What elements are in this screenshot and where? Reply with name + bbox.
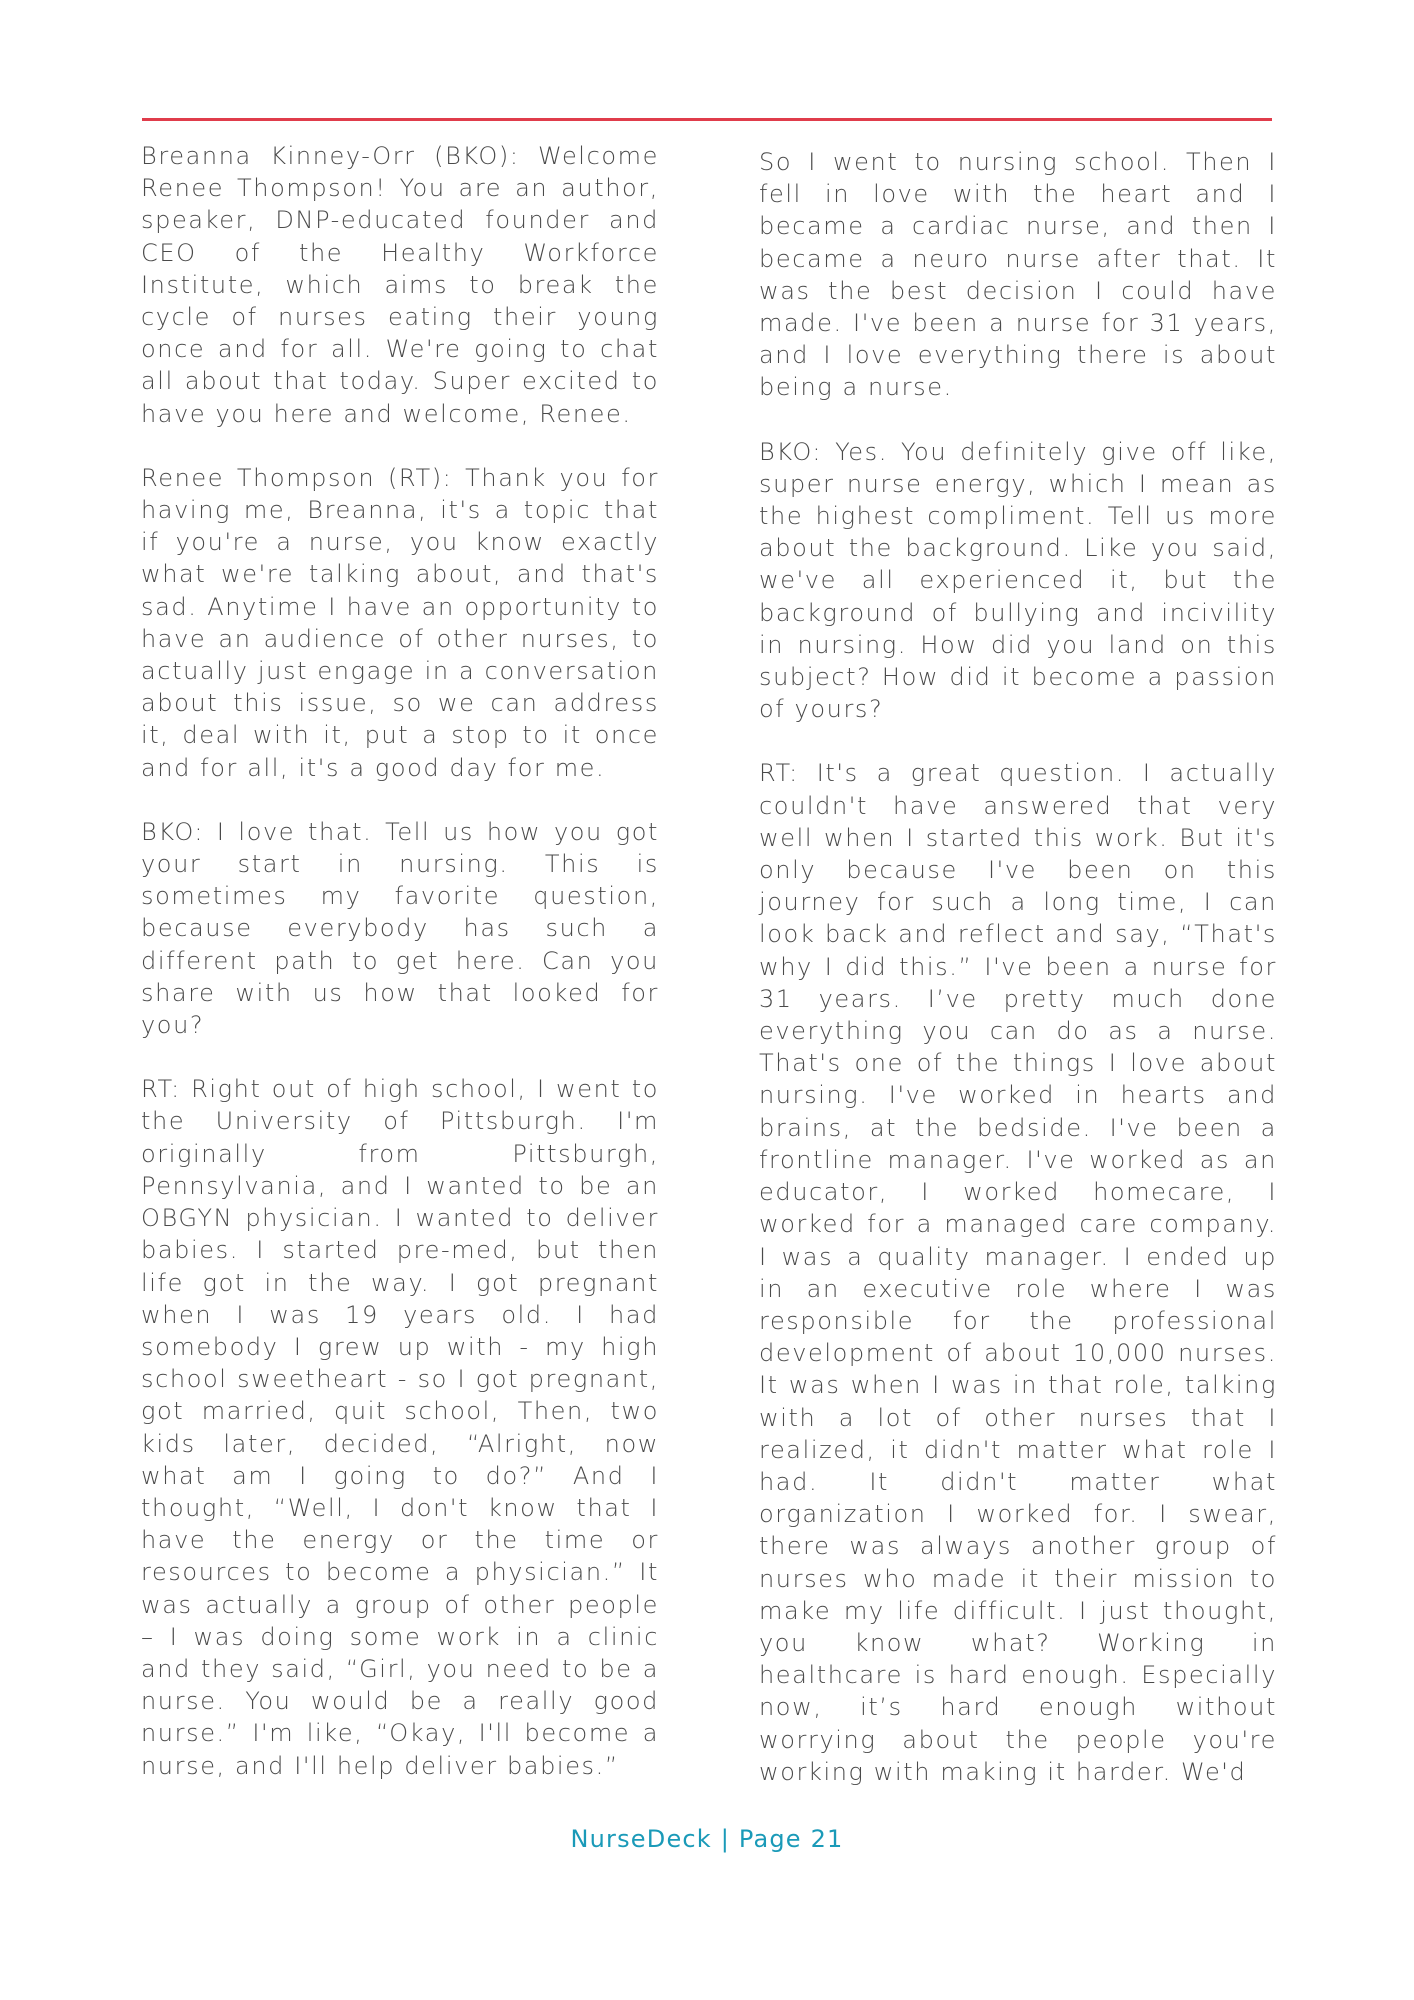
paragraph-rt-start-answer: RT: Right out of high school, I went to the University of Pittsburgh. I'm originally from Pittsburgh, Pennsylvania, and I wanted to be an OBGYN physician. I wanted to deliver babies. I started pre-med, but then life got in the way. I got pregnant when I was 19 years old. I had somebody I grew up with - my high school sweetheart - so I got pregnant, got married, quit school, Then, two kids later, decided, “Alright, now what am I going to do?” And I thought, “Well, I don't know that I have the energy or the time or resources to become a physician.” It was actually a group of other people – I was doing some work in a clinic and they said, “Girl, you need to be a nurse. You would be a really good nurse.” I'm like, “Okay, I'll become a nurse, and I'll help deliver babies.” xyxy=(141,1075,659,1780)
paragraph-rt-background-answer: RT: It's a great question. I actually couldn't have answered that very well when I started this work. But it's only because I've been on this journey for such a long time, I can look back and reflect and say, “That's why I did this.” I've been a nurse for 31 years. I’ve pretty much done everything you can do as a nurse. That's one of the things I love about nursing. I've worked in hearts and brains, at the bedside. I've been a frontline manager. I've worked as an educator, I worked homecare, I worked for a managed care company. I was a quality manager. I ended up in an executive role where I was responsible for the professional development of about 10,000 nurses. It was when I was in that role, talking with a lot of other nurses that I realized, it didn't matter what role I had. It didn't matter what organization I worked for. I swear, there was always another group of nurses who made it their mission to make my life difficult. I just thought, you know what? Working in healthcare is hard enough. Especially now, it’s hard enough without worrying about the people you're working with making it harder. We'd xyxy=(759,759,1277,1786)
right-column xyxy=(759,146,1277,1820)
header-rule xyxy=(142,118,1272,121)
paragraph-rt-thanks: Renee Thompson (RT): Thank you for having me, Breanna, it's a topic that if you're a nurse, you know exactly what we're talking about, and that's sad. Anytime I have an opportunity to have an audience of other nurses, to actually just engage in a conversation about this issue, so we can address it, deal with it, put a stop to it once and for all, it's a good day for me. xyxy=(141,463,659,782)
paragraph-rt-nursing-school: So I went to nursing school. Then I fell in love with the heart and I became a cardiac nurse, and then I became a neuro nurse after that. It was the best decision I could have made. I've been a nurse for 31 years, and I love everything there is about being a nurse. xyxy=(759,148,1277,402)
left-column xyxy=(141,140,659,1814)
paragraph-bko-background-question: BKO: Yes. You definitely give off like, super nurse energy, which I mean as the highest compliment. Tell us more about the background. Like you said, we've all experienced it, but the background of bullying and incivility in nursing. How did you land on this subject? How did it become a passion of yours? xyxy=(759,437,1277,724)
page-footer: NurseDeck | Page 21 xyxy=(570,1825,844,1853)
paragraph-bko-start-question: BKO: I love that. Tell us how you got your start in nursing. This is sometimes my favorite question, because everybody has such a different path to get here. Can you share with us how that looked for you? xyxy=(141,817,659,1040)
paragraph-bko-welcome: Breanna Kinney-Orr (BKO): Welcome Renee Thompson! You are an author, speaker, DNP-educated founder and CEO of the Healthy Workforce Institute, which aims to break the cycle of nurses eating their young once and for all. We're going to chat all about that today. Super excited to have you here and welcome, Renee. xyxy=(141,142,659,428)
